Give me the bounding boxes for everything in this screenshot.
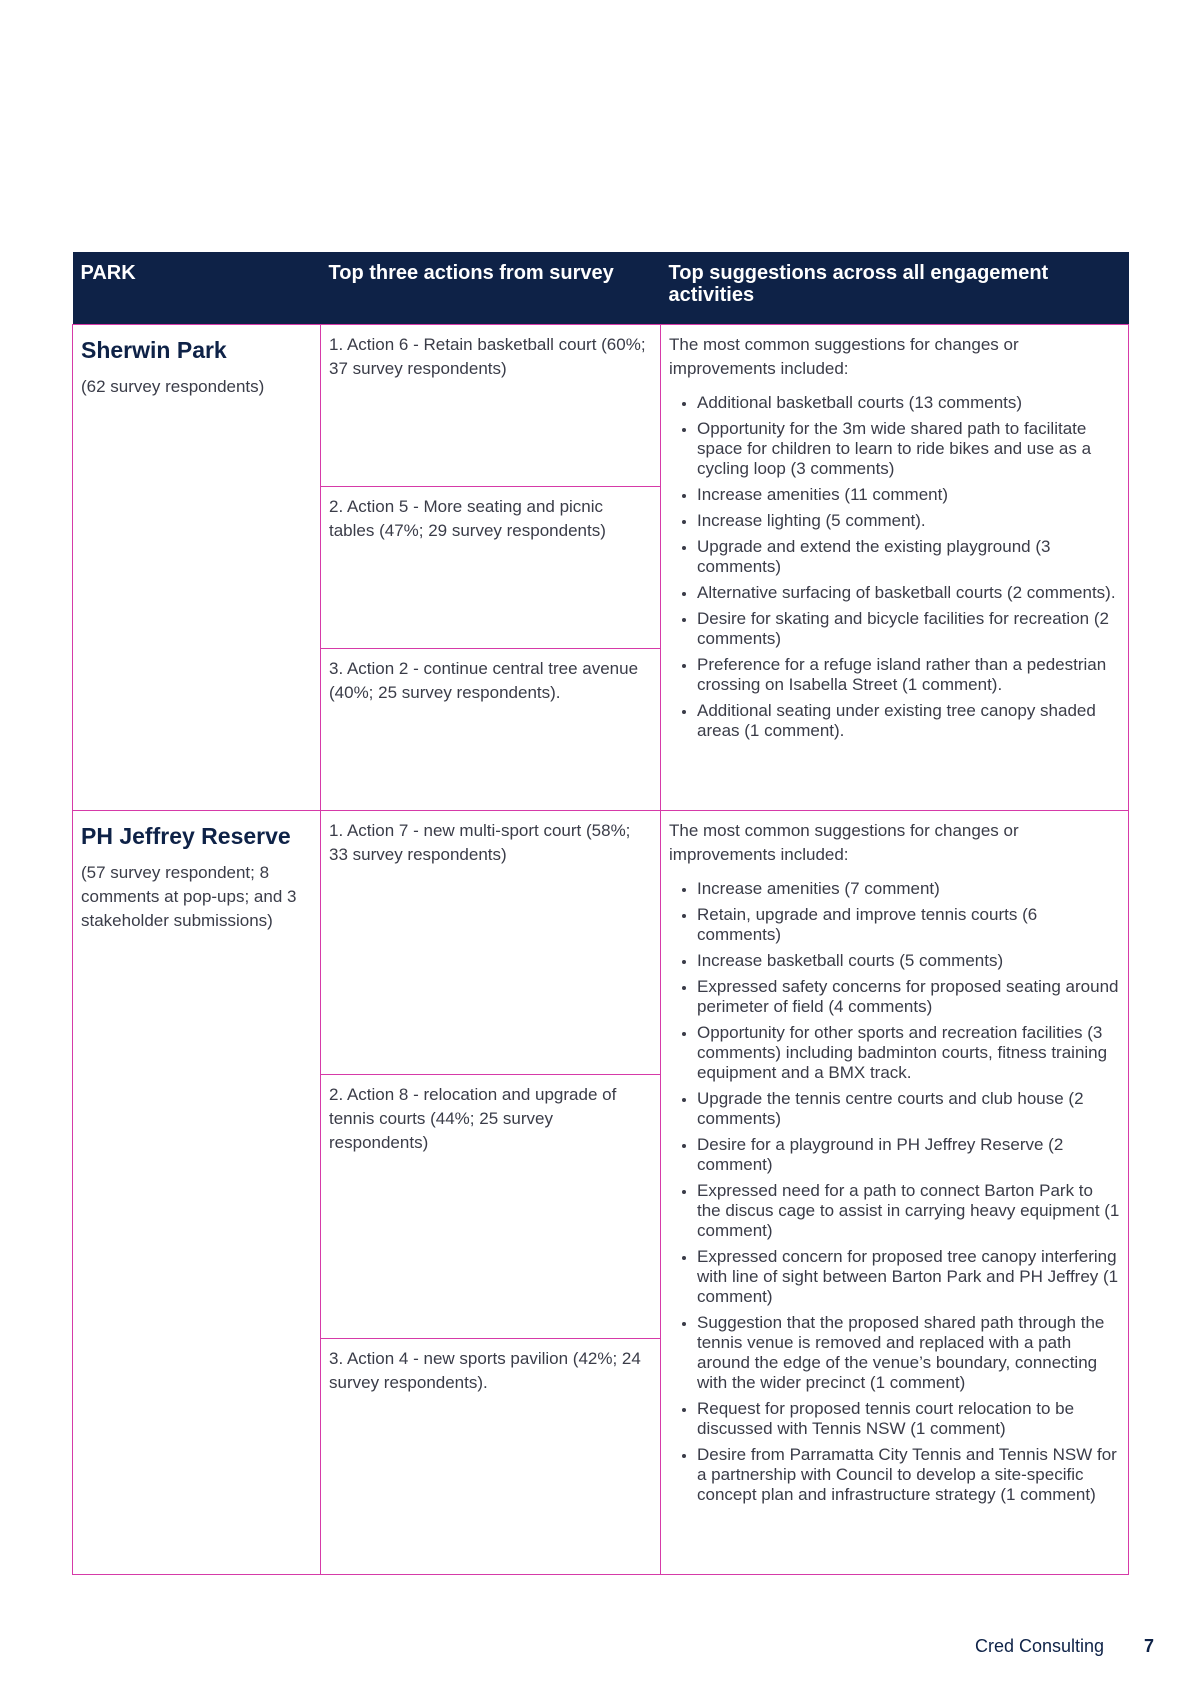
list-item: • Additional basketball courts (13 comments) — [697, 393, 1120, 413]
page-number: 7 — [1144, 1636, 1155, 1656]
list-item: • Expressed need for a path to connect Barton Park to the discus cage to assist in carrying heavy equipment (1 comment) — [697, 1181, 1120, 1241]
action-cell: 1. Action 7 - new multi-sport court (58%; 33 survey respondents) — [321, 810, 661, 1074]
suggestions-list — [669, 879, 1120, 1505]
list-item: • Suggestion that the proposed shared path through the tennis venue is removed and replaced with a path around the edge of the venue’s boundary, connecting with the wider precinct (1 comment) — [697, 1313, 1120, 1393]
park-cell-sherwin — [73, 324, 321, 810]
action-cell: 2. Action 5 - More seating and picnic tables (47%; 29 survey respondents) — [321, 486, 661, 648]
list-item: • Upgrade and extend the existing playground (3 comments) — [697, 537, 1120, 577]
suggestions-cell-ph-jeffrey — [661, 810, 1129, 1574]
park-respondents: (62 survey respondents) — [81, 376, 265, 396]
list-item: • Alternative surfacing of basketball courts (2 comments). — [697, 583, 1120, 603]
suggestions-list — [669, 393, 1120, 741]
action-cell: 3. Action 2 - continue central tree avenue (40%; 25 survey respondents). — [321, 648, 661, 810]
action-cell: 1. Action 6 - Retain basketball court (60%; 37 survey respondents) — [321, 324, 661, 486]
footer-brand: Cred Consulting — [975, 1636, 1105, 1656]
table-row — [73, 324, 1129, 486]
list-item: • Desire for skating and bicycle facilities for recreation (2 comments) — [697, 609, 1120, 649]
suggestions-cell-sherwin — [661, 324, 1129, 810]
list-item: • Upgrade the tennis centre courts and club house (2 comments) — [697, 1089, 1120, 1129]
list-item: • Increase amenities (11 comment) — [697, 485, 1120, 505]
list-item: • Additional seating under existing tree canopy shaded areas (1 comment). — [697, 701, 1120, 741]
list-item: • Desire for a playground in PH Jeffrey Reserve (2 comment) — [697, 1135, 1120, 1175]
header-top-actions: Top three actions from survey — [321, 252, 661, 324]
header-park: PARK — [73, 252, 321, 324]
suggestions-intro: The most common suggestions for changes or improvements included: — [669, 820, 1019, 864]
engagement-summary-table — [72, 252, 1129, 1575]
action-cell: 2. Action 8 - relocation and upgrade of tennis courts (44%; 25 survey respondents) — [321, 1074, 661, 1338]
list-item: • Preference for a refuge island rather than a pedestrian crossing on Isabella Street (1 comment). — [697, 655, 1120, 695]
list-item: • Increase basketball courts (5 comments) — [697, 951, 1120, 971]
action-cell: 3. Action 4 - new sports pavilion (42%; 24 survey respondents). — [321, 1338, 661, 1574]
header-top-suggestions: Top suggestions across all engagement activities — [661, 252, 1129, 324]
table-row — [73, 810, 1129, 1074]
park-name: Sherwin Park — [81, 336, 227, 363]
list-item: • Request for proposed tennis court relocation to be discussed with Tennis NSW (1 comment) — [697, 1399, 1120, 1439]
park-cell-ph-jeffrey — [73, 810, 321, 1574]
list-item: • Expressed safety concerns for proposed seating around perimeter of field (4 comments) — [697, 977, 1120, 1017]
list-item: • Retain, upgrade and improve tennis courts (6 comments) — [697, 905, 1120, 945]
park-respondents: (57 survey respondent; 8 comments at pop-ups; and 3 stakeholder submissions) — [81, 862, 297, 930]
list-item: • Increase amenities (7 comment) — [697, 879, 1120, 899]
list-item: • Increase lighting (5 comment). — [697, 511, 1120, 531]
park-name: PH Jeffrey Reserve — [81, 822, 291, 849]
list-item: • Opportunity for the 3m wide shared path to facilitate space for children to learn to ride bikes and use as a cycling loop (3 comments) — [697, 419, 1120, 479]
table-header-row — [73, 252, 1129, 324]
list-item: • Opportunity for other sports and recreation facilities (3 comments) including badminton courts, fitness training equipment and a BMX track. — [697, 1023, 1120, 1083]
suggestions-intro: The most common suggestions for changes or improvements included: — [669, 334, 1019, 378]
list-item: • Desire from Parramatta City Tennis and Tennis NSW for a partnership with Council to develop a site-specific concept plan and infrastructure strategy (1 comment) — [697, 1445, 1120, 1505]
list-item: • Expressed concern for proposed tree canopy interfering with line of sight between Barton Park and PH Jeffrey (1 comment) — [697, 1247, 1120, 1307]
